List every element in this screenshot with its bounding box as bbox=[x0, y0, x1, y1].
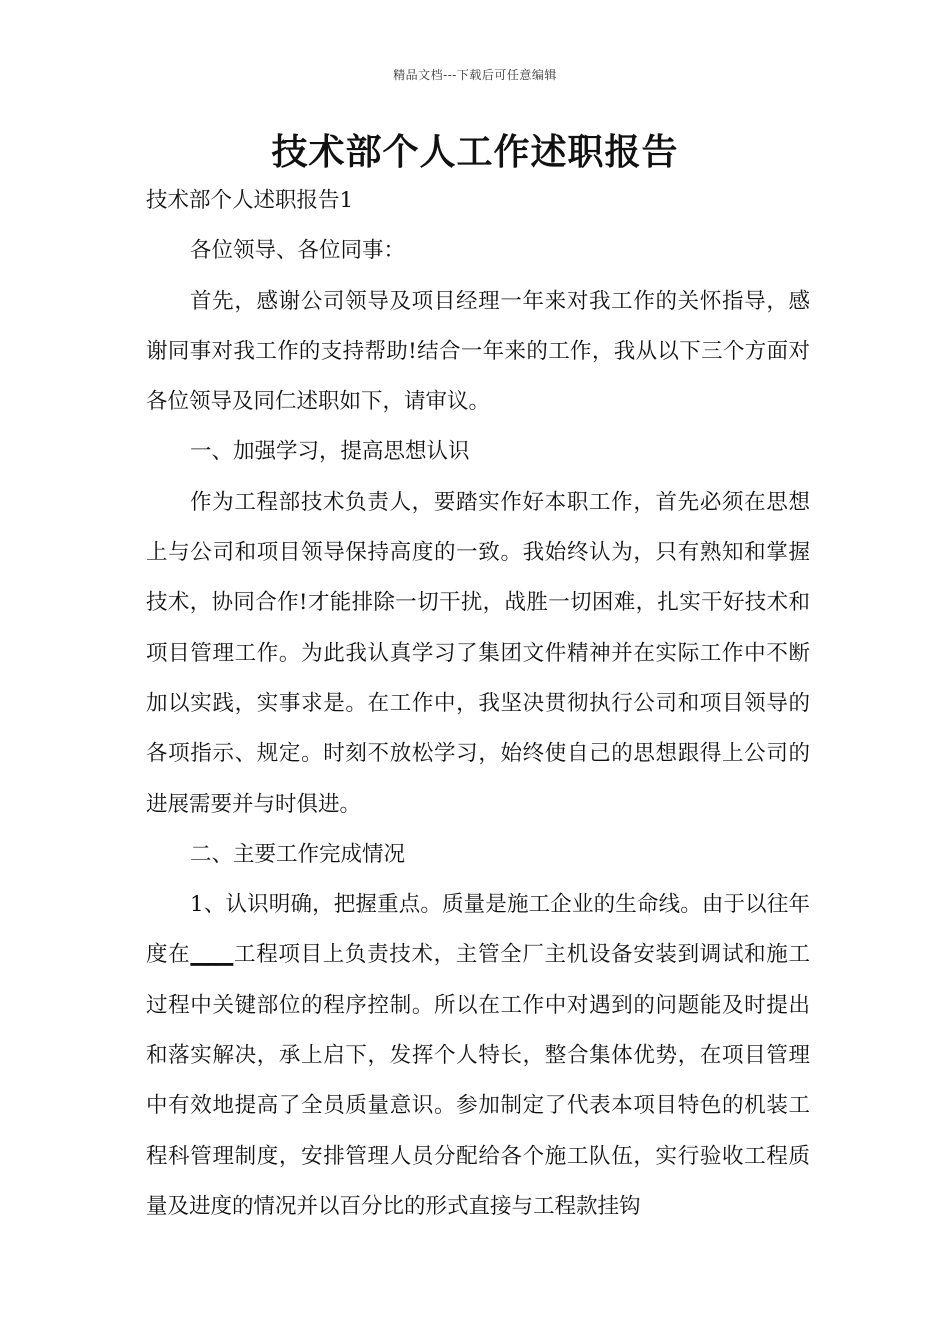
subheading-work-completion: 二、主要工作完成情况 bbox=[190, 841, 406, 867]
document-title: 技术部个人工作述职报告 bbox=[271, 131, 679, 173]
paragraph-study: 作为工程部技术负责人，要踏实作好本职工作，首先必须在思想上与公司和项目领导保持高度的一致。我始终认为，只有熟知和掌握技术，协同合作!才能排除一切干扰，战胜一切困难，扎实干好技术和项目管理工作。为此我认真学习了集团文件精神并在实际工作中不断加以实践，实事求是。在工作中，我坚决贯彻执行公司和项目领导的各项指示、规定。时刻不放松学习，始终使自己的思想跟得上公司的进展需要并与时俱进。 bbox=[146, 489, 810, 817]
section-heading: 技术部个人述职报告1 bbox=[146, 188, 354, 213]
salutation: 各位领导、各位同事： bbox=[190, 238, 406, 264]
paragraph-text-after-blank: 工程项目上负责技术，主管全厂主机设备安装到调试和施工过程中关键部位的程序控制。所以在工作中对遇到的问题能及时提出和落实解决，承上启下，发挥个人特长，整合集体优势，在项目管理中有效地提高了全员质量意识。参加制定了代表本项目特色的机装工程科管理制度，安排管理人员分配给各个施工队伍，实行验收工程质量及进度的情况并以百分比的形式直接与工程款挂钩 bbox=[146, 942, 810, 1219]
header-note: 精品文档---下载后可任意编辑 bbox=[393, 68, 557, 82]
paragraph-work-completion bbox=[146, 880, 810, 1232]
fill-in-blank: ____ bbox=[190, 942, 234, 968]
paragraph-text-before-blank: 1、认识明确，把握重点。质量是施工企业的生命线。由于以往年度在 bbox=[146, 892, 810, 968]
document-body bbox=[146, 176, 810, 1232]
paragraph-intro: 首先，感谢公司领导及项目经理一年来对我工作的关怀指导，感谢同事对我工作的支持帮助!结合一年来的工作，我从以下三个方面对各位领导及同仁述职如下，请审议。 bbox=[146, 288, 810, 415]
subheading-study: 一、加强学习，提高思想认识 bbox=[190, 439, 470, 465]
